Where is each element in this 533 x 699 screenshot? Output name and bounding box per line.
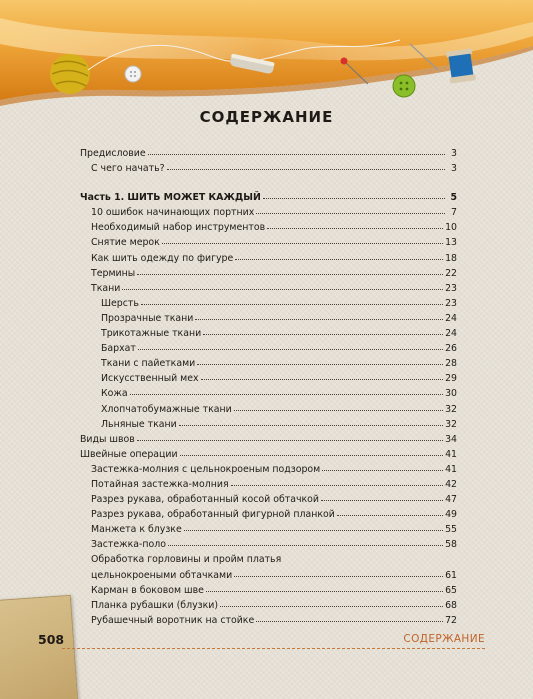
toc-entry-page: 41: [445, 448, 457, 460]
toc-entry-title: Потайная застежка-молния: [91, 478, 229, 490]
toc-leader-dots: [322, 462, 443, 471]
toc-entry: [80, 296, 457, 311]
toc-entry: [80, 190, 457, 205]
toc-leader-dots: [130, 386, 443, 395]
toc-entry: [80, 356, 457, 371]
toc-entry-title: Ткани: [91, 282, 121, 294]
toc-entry-page: 13: [445, 237, 457, 249]
yarn-ball-icon: [50, 54, 90, 94]
toc-entry-page: 7: [451, 207, 457, 219]
toc-leader-dots: [321, 492, 443, 501]
toc-entry: [80, 266, 457, 281]
toc-entry-title: Виды швов: [80, 433, 135, 445]
toc-entry-page: 49: [445, 509, 457, 521]
toc-entry-page: 55: [445, 524, 457, 536]
toc-leader-dots: [195, 311, 443, 320]
toc-entry: [80, 522, 457, 537]
toc-entry-page: 30: [445, 388, 457, 400]
toc-entry-page: 24: [445, 328, 457, 340]
toc-entry-title: Манжета к блузке: [91, 524, 182, 536]
toc-leader-dots: [267, 220, 443, 229]
toc-entry-title: Часть 1. ШИТЬ МОЖЕТ КАЖДЫЙ: [80, 192, 261, 204]
toc-entry: [80, 161, 457, 176]
toc-leader-dots: [256, 205, 445, 214]
toc-entry-title: Рубашечный воротник на стойке: [91, 614, 255, 626]
toc-entry: [80, 386, 457, 401]
toc-leader-dots: [263, 190, 445, 199]
toc-entry-page: 41: [445, 463, 457, 475]
toc-entry-page: 42: [445, 478, 457, 490]
toc-leader-dots: [184, 522, 443, 531]
toc-leader-dots: [137, 266, 443, 275]
toc-entry-title: Бархат: [101, 343, 136, 355]
toc-entry-title: Швейные операции: [80, 448, 178, 460]
toc-entry-page: 3: [451, 148, 457, 159]
toc-entry: [80, 507, 457, 522]
toc-entry-title: Обработка горловины и пройм платья: [91, 554, 282, 566]
toc-entry-title: Как шить одежду по фигуре: [91, 252, 234, 264]
toc-entry-page: 18: [445, 252, 457, 264]
toc-leader-dots: [283, 552, 445, 561]
toc-entry-title: Планка рубашки (блузки): [91, 599, 219, 611]
toc-entry: [80, 492, 457, 507]
footer-divider: [62, 648, 485, 649]
toc-entry: [80, 583, 457, 598]
toc-entry: [80, 146, 457, 161]
toc-entry-title: Разрез рукава, обработанный косой обтачкой: [91, 494, 319, 506]
toc-leader-dots: [201, 371, 443, 380]
thread-spool-icon: [446, 48, 476, 83]
toc-entry: [80, 568, 457, 583]
toc-leader-dots: [138, 341, 443, 350]
toc-entry-page: 68: [445, 599, 457, 611]
toc-entry-title: Застежка-молния с цельнокроеным подзором: [91, 463, 321, 475]
toc-entry-page: 61: [445, 569, 457, 581]
toc-entry: [80, 371, 457, 386]
page-number: 508: [38, 632, 65, 647]
toc-entry: [80, 311, 457, 326]
toc-entry: [80, 341, 457, 356]
toc-leader-dots: [197, 356, 443, 365]
toc-entry-title: Необходимый набор инструментов: [91, 222, 266, 234]
toc-entry-page: 32: [445, 418, 457, 430]
toc-entry-title: Трикотажные ткани: [101, 328, 202, 340]
toc-entry-title: Снятие мерок: [91, 237, 160, 249]
toc-leader-dots: [235, 251, 443, 260]
toc-entry-title: Предисловие: [80, 148, 146, 159]
toc-entry-title: цельнокроеными обтачками: [91, 569, 233, 581]
toc-entry-page: 10: [445, 222, 457, 234]
toc-leader-dots: [137, 432, 443, 441]
toc-entry-page: 23: [445, 297, 457, 309]
toc-entry-title: Искусственный мех: [101, 373, 199, 385]
page-title: СОДЕРЖАНИЕ: [199, 108, 334, 126]
toc-leader-dots: [162, 235, 443, 244]
toc-entry: [80, 432, 457, 447]
toc-entry-title: Застежка-поло: [91, 539, 166, 551]
toc-entry-title: Карман в боковом шве: [91, 584, 204, 596]
toc-leader-dots: [122, 281, 443, 290]
toc-entry-title: Хлопчатобумажные ткани: [101, 403, 232, 415]
table-of-contents: [80, 146, 457, 628]
toc-leader-dots: [203, 326, 443, 335]
toc-entry: [80, 251, 457, 266]
toc-entry: [80, 477, 457, 492]
toc-entry: [80, 235, 457, 250]
toc-entry-title: Кожа: [101, 388, 128, 400]
toc-entry: [80, 598, 457, 613]
toc-entry-title: Шерсть: [101, 297, 139, 309]
toc-entry-page: 26: [445, 343, 457, 355]
toc-leader-dots: [141, 296, 443, 305]
toc-entry-page: 29: [445, 373, 457, 385]
toc-entry: [80, 462, 457, 477]
toc-leader-dots: [337, 507, 443, 516]
toc-entry-page: 34: [445, 433, 457, 445]
toc-entry-title: Льняные ткани: [101, 418, 177, 430]
toc-entry-page: 23: [445, 282, 457, 294]
toc-entry-page: 3: [451, 163, 457, 175]
green-button-icon: [393, 75, 415, 97]
footer-section-label: СОДЕРЖАНИЕ: [403, 633, 485, 645]
toc-entry: [80, 613, 457, 628]
toc-entry: [80, 537, 457, 552]
white-button-icon: [125, 66, 141, 82]
toc-leader-dots: [168, 537, 443, 546]
toc-entry-title: 10 ошибок начинающих портних: [91, 207, 255, 219]
toc-entry-page: 24: [445, 312, 457, 324]
toc-leader-dots: [148, 146, 445, 155]
toc-leader-dots: [167, 161, 445, 170]
toc-leader-dots: [231, 477, 443, 486]
toc-entry-title: Ткани с пайетками: [101, 358, 196, 370]
toc-entry: [80, 326, 457, 341]
toc-entry-page: 47: [445, 494, 457, 506]
toc-leader-dots: [179, 417, 443, 426]
toc-entry-page: 58: [445, 539, 457, 551]
toc-entry: [80, 205, 457, 220]
toc-leader-dots: [234, 402, 443, 411]
toc-entry-title: С чего начать?: [91, 163, 165, 175]
toc-entry: [80, 447, 457, 462]
toc-entry-page: 72: [445, 614, 457, 626]
toc-leader-dots: [234, 568, 443, 577]
toc-entry-page: 65: [445, 584, 457, 596]
toc-entry-page: 22: [445, 267, 457, 279]
toc-entry-page: 28: [445, 358, 457, 370]
toc-leader-dots: [180, 447, 443, 456]
toc-entry: [80, 220, 457, 235]
toc-entry: [80, 402, 457, 417]
toc-entry-title: Термины: [91, 267, 136, 279]
toc-entry: [80, 281, 457, 296]
toc-leader-dots: [256, 613, 443, 622]
toc-entry-title: Прозрачные ткани: [101, 312, 194, 324]
toc-entry: [80, 552, 457, 567]
toc-entry: [80, 417, 457, 432]
toc-leader-dots: [206, 583, 443, 592]
toc-entry-page: 5: [450, 192, 457, 204]
toc-leader-dots: [220, 598, 443, 607]
toc-entry-page: 32: [445, 403, 457, 415]
toc-entry-title: Разрез рукава, обработанный фигурной планкой: [91, 509, 335, 521]
